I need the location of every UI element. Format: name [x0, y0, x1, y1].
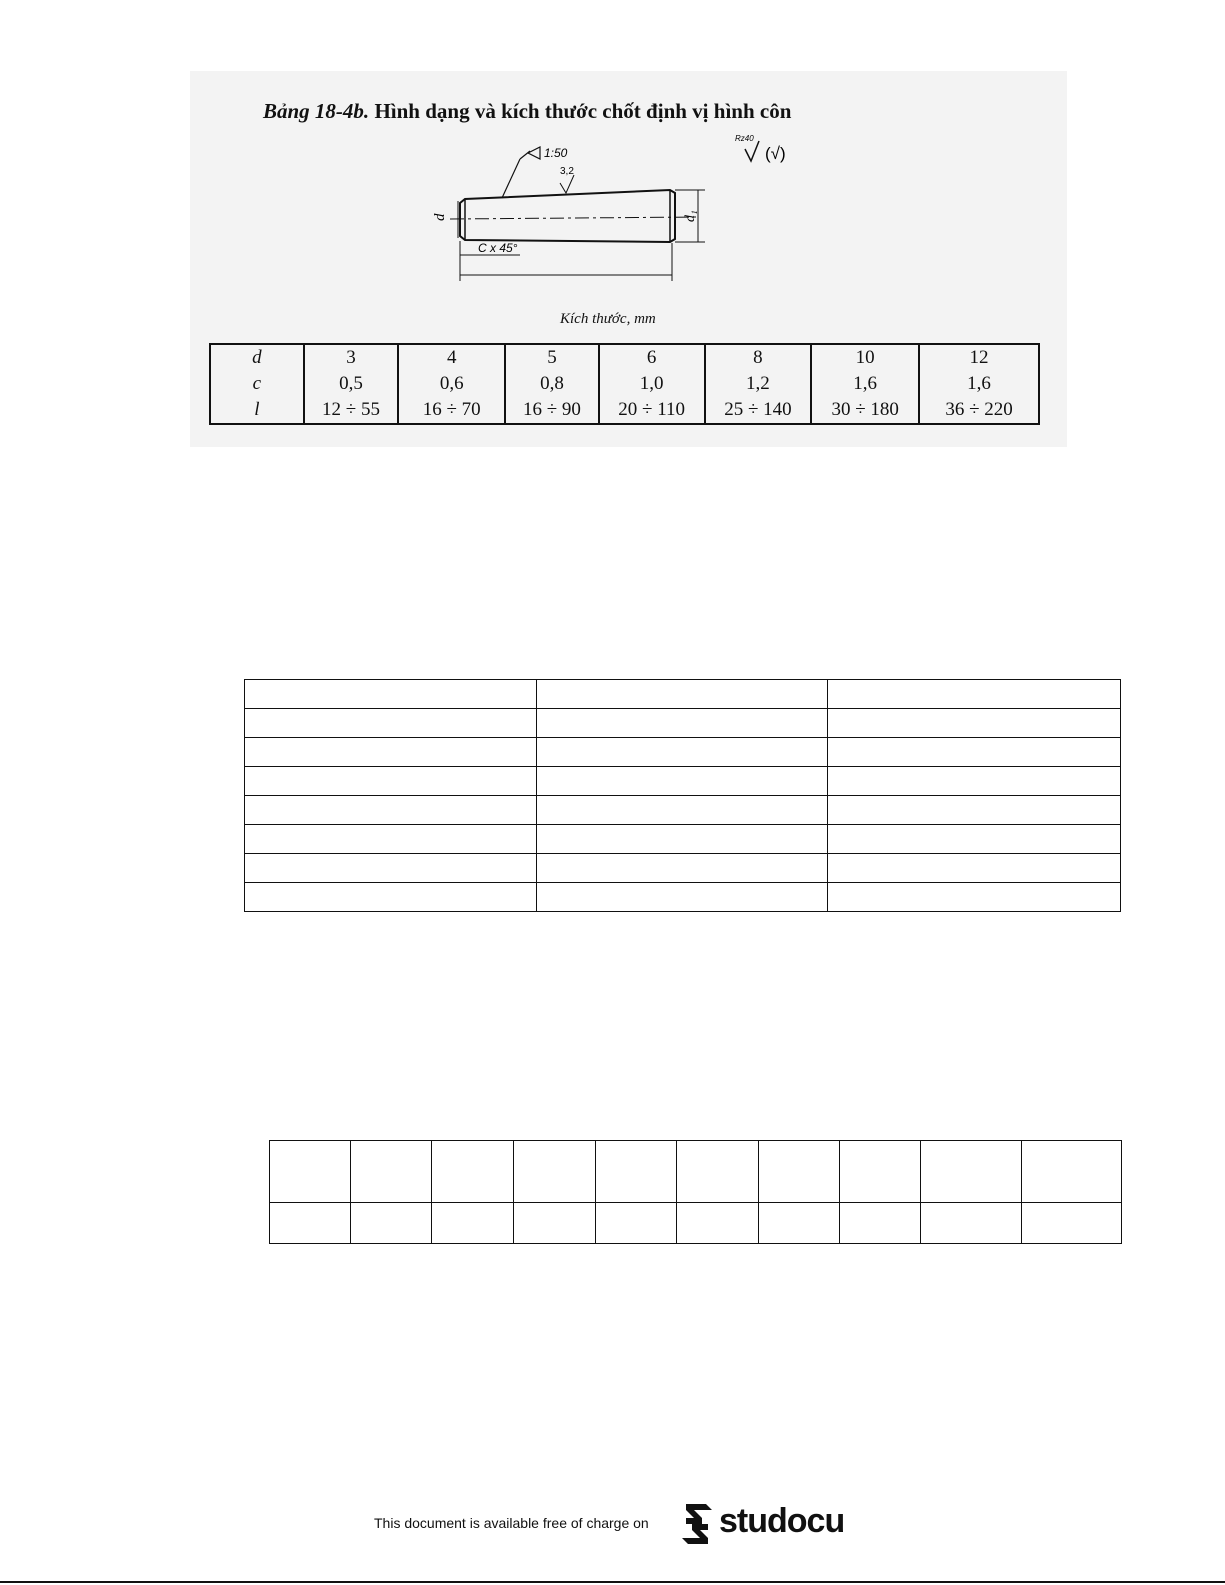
spec-value: 0,5 — [339, 373, 363, 394]
dim-d-label: d — [432, 213, 448, 221]
table-cell — [840, 1141, 921, 1203]
spec-head-cell — [210, 344, 304, 424]
studocu-logo-icon[interactable] — [672, 1500, 722, 1548]
table-cell — [840, 1203, 921, 1244]
figure-title — [263, 99, 791, 124]
surface-roughness-symbol — [735, 131, 815, 171]
chamfer-label: C x 45° — [478, 241, 518, 255]
empty-table-10col — [269, 1140, 1122, 1244]
spec-value: 8 — [753, 347, 763, 368]
spec-value: 1,6 — [853, 373, 878, 394]
studocu-brand[interactable]: studocu — [719, 1502, 845, 1540]
table-cell — [536, 825, 828, 854]
spec-head-l: l — [254, 399, 260, 420]
table-cell — [536, 854, 828, 883]
table-row — [245, 883, 1121, 912]
table-cell — [245, 767, 537, 796]
table-cell — [828, 680, 1121, 709]
table-cell — [245, 709, 537, 738]
table-cell — [536, 709, 828, 738]
rough-symbol-paren: (√) — [765, 144, 786, 163]
spec-value: 30 ÷ 180 — [831, 399, 899, 420]
figure-title-text: Hình dạng và kích thước chốt định vị hình côn — [369, 99, 792, 123]
spec-value: 36 ÷ 220 — [945, 399, 1013, 420]
taper-pin-drawing — [410, 141, 800, 361]
spec-value: 25 ÷ 140 — [724, 399, 792, 420]
footer-text: This document is available free of charge on — [374, 1515, 649, 1531]
spec-value: 6 — [646, 347, 657, 368]
table-row — [245, 680, 1121, 709]
spec-value: 5 — [547, 347, 557, 368]
bottom-divider — [0, 1581, 1225, 1583]
footer — [374, 1500, 874, 1550]
spec-value: 1,2 — [746, 373, 770, 394]
table-cell — [432, 1141, 514, 1203]
table-row — [245, 796, 1121, 825]
table-cell — [1022, 1141, 1122, 1203]
scanned-figure — [190, 71, 1067, 447]
table-row — [245, 825, 1121, 854]
spec-value: 4 — [446, 347, 457, 368]
spec-value: 12 ÷ 55 — [322, 399, 380, 420]
table-cell — [245, 796, 537, 825]
table-cell — [351, 1203, 432, 1244]
spec-col — [811, 344, 919, 424]
spec-value: 20 ÷ 110 — [618, 399, 686, 420]
spec-col — [398, 344, 505, 424]
table-cell — [536, 738, 828, 767]
table-cell — [828, 709, 1121, 738]
table-cell — [921, 1203, 1022, 1244]
spec-value: 0,6 — [439, 373, 464, 394]
spec-col — [705, 344, 812, 424]
roughness-label: 3,2 — [560, 166, 574, 177]
spec-table — [209, 343, 1040, 425]
figure-title-label: Bảng 18-4b. — [263, 99, 370, 123]
table-row — [270, 1141, 1122, 1203]
table-row — [270, 1203, 1122, 1244]
table-cell — [828, 825, 1121, 854]
spec-head-c: c — [252, 373, 262, 394]
units-caption: Kích thước, mm — [560, 311, 656, 327]
table-cell — [677, 1203, 759, 1244]
table-row — [245, 767, 1121, 796]
table-cell — [828, 883, 1121, 912]
table-cell — [1022, 1203, 1122, 1244]
spec-head-d: d — [252, 347, 262, 368]
table-row — [245, 738, 1121, 767]
spec-value: 1,6 — [967, 373, 991, 394]
spec-col — [599, 344, 705, 424]
table-cell — [245, 825, 537, 854]
table-cell — [828, 738, 1121, 767]
table-row — [245, 854, 1121, 883]
table-cell — [270, 1141, 351, 1203]
spec-col — [919, 344, 1039, 424]
table-cell — [596, 1141, 677, 1203]
spec-value: 12 — [969, 347, 989, 368]
spec-value: 10 — [855, 347, 875, 368]
taper-label: 1:50 — [544, 146, 568, 160]
spec-value: 0,8 — [540, 373, 564, 394]
table-cell — [536, 883, 828, 912]
table-cell — [828, 796, 1121, 825]
table-cell — [596, 1203, 677, 1244]
spec-col — [505, 344, 599, 424]
spec-value: 1,0 — [639, 373, 664, 394]
table-cell — [759, 1203, 840, 1244]
table-cell — [759, 1141, 840, 1203]
table-cell — [828, 767, 1121, 796]
table-cell — [677, 1141, 759, 1203]
table-cell — [536, 767, 828, 796]
table-cell — [245, 738, 537, 767]
rough-symbol-small: Rz40 — [735, 134, 754, 143]
spec-value: 3 — [346, 347, 356, 368]
table-cell — [828, 854, 1121, 883]
table-cell — [270, 1203, 351, 1244]
table-cell — [536, 796, 828, 825]
dim-d1-label: d₁ — [683, 210, 698, 222]
table-cell — [432, 1203, 514, 1244]
table-cell — [351, 1141, 432, 1203]
spec-col — [304, 344, 399, 424]
spec-value: 16 ÷ 70 — [422, 399, 481, 420]
table-cell — [514, 1203, 596, 1244]
table-cell — [245, 883, 537, 912]
table-cell — [245, 680, 537, 709]
table-row — [245, 709, 1121, 738]
empty-table-3col — [244, 679, 1121, 912]
table-cell — [514, 1141, 596, 1203]
table-cell — [921, 1141, 1022, 1203]
table-cell — [245, 854, 537, 883]
spec-value: 16 ÷ 90 — [522, 399, 581, 420]
table-cell — [536, 680, 828, 709]
